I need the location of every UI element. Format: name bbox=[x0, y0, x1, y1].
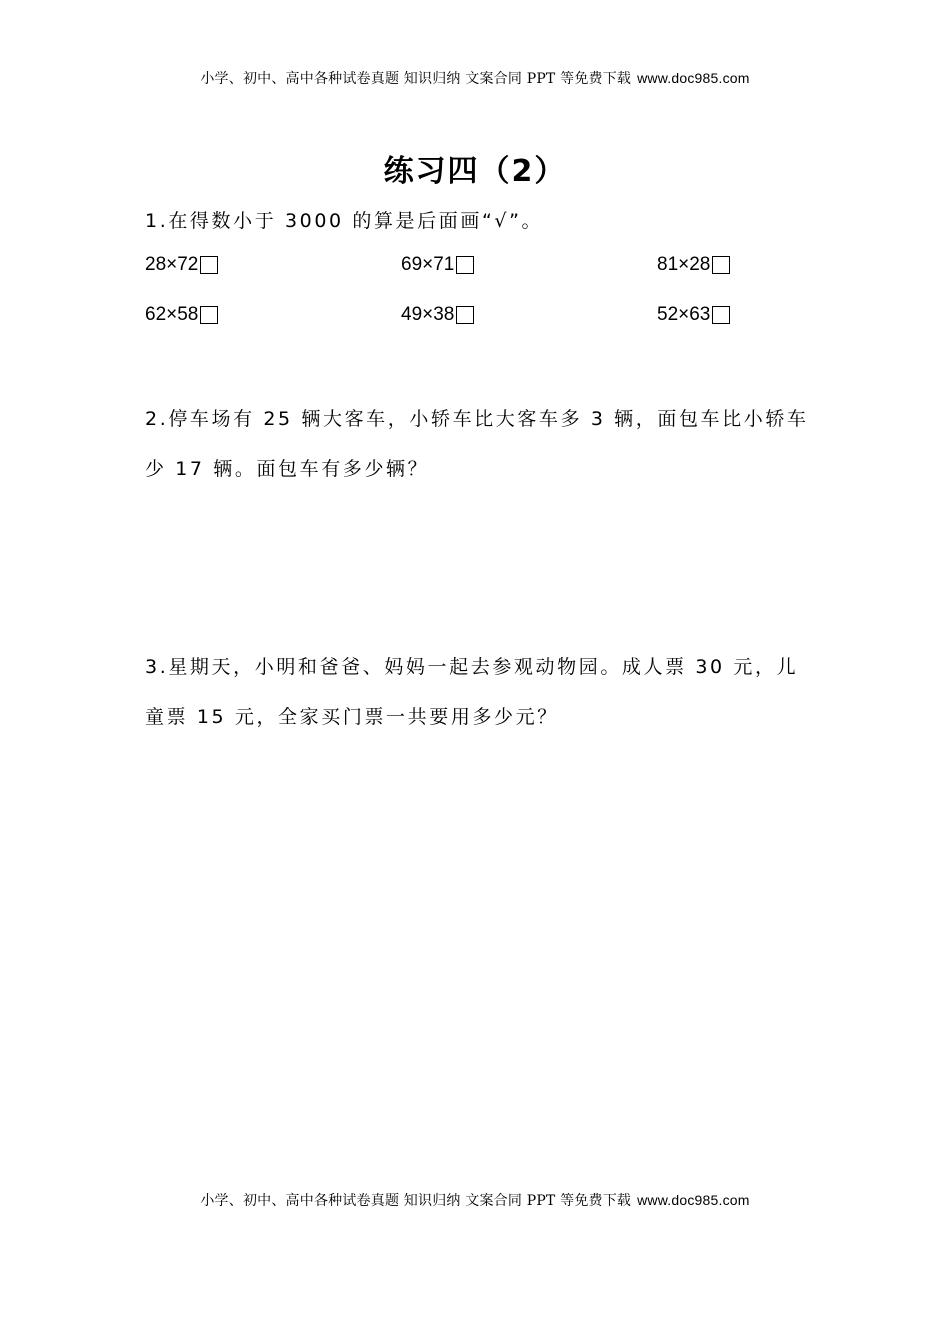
question-1-item bbox=[401, 254, 474, 276]
expression-text: 81×28 bbox=[657, 254, 711, 275]
question-1-item bbox=[145, 254, 218, 276]
footer-site-link[interactable]: www.doc985.com bbox=[637, 1192, 750, 1208]
page-header bbox=[0, 68, 950, 88]
expression-text: 52×63 bbox=[657, 304, 711, 325]
header-text: 小学、初中、高中各种试卷真题 知识归纳 文案合同 PPT 等免费下载 bbox=[200, 71, 632, 87]
question-3-text: 3.星期天，小明和爸爸、妈妈一起去参观动物园。成人票 30 元，儿童票 15 元，全家买门票一共要用多少元？ bbox=[145, 656, 799, 728]
expression-text: 62×58 bbox=[145, 304, 199, 325]
header-site-link[interactable]: www.doc985.com bbox=[637, 70, 750, 86]
question-1-item bbox=[145, 304, 218, 326]
footer-text: 小学、初中、高中各种试卷真题 知识归纳 文案合同 PPT 等免费下载 bbox=[200, 1193, 632, 1209]
question-1-row-2 bbox=[145, 304, 805, 334]
question-1-item bbox=[657, 304, 730, 326]
question-1-text: 1.在得数小于 3000 的算是后面画“√”。 bbox=[145, 210, 544, 232]
page-footer bbox=[0, 1190, 950, 1210]
question-1-item bbox=[401, 304, 474, 326]
question-1-item bbox=[657, 254, 730, 276]
answer-checkbox[interactable] bbox=[456, 256, 474, 274]
answer-checkbox[interactable] bbox=[712, 306, 730, 324]
answer-checkbox[interactable] bbox=[200, 256, 218, 274]
expression-text: 28×72 bbox=[145, 254, 199, 275]
answer-checkbox[interactable] bbox=[200, 306, 218, 324]
answer-checkbox[interactable] bbox=[456, 306, 474, 324]
answer-checkbox[interactable] bbox=[712, 256, 730, 274]
expression-text: 49×38 bbox=[401, 304, 455, 325]
expression-text: 69×71 bbox=[401, 254, 455, 275]
question-1-row-1 bbox=[145, 254, 805, 284]
question-2-text: 2.停车场有 25 辆大客车，小轿车比大客车多 3 辆，面包车比小轿车少 17 辆。面包车有多少辆？ bbox=[145, 408, 809, 480]
page-title: 练习四（2） bbox=[383, 154, 567, 189]
